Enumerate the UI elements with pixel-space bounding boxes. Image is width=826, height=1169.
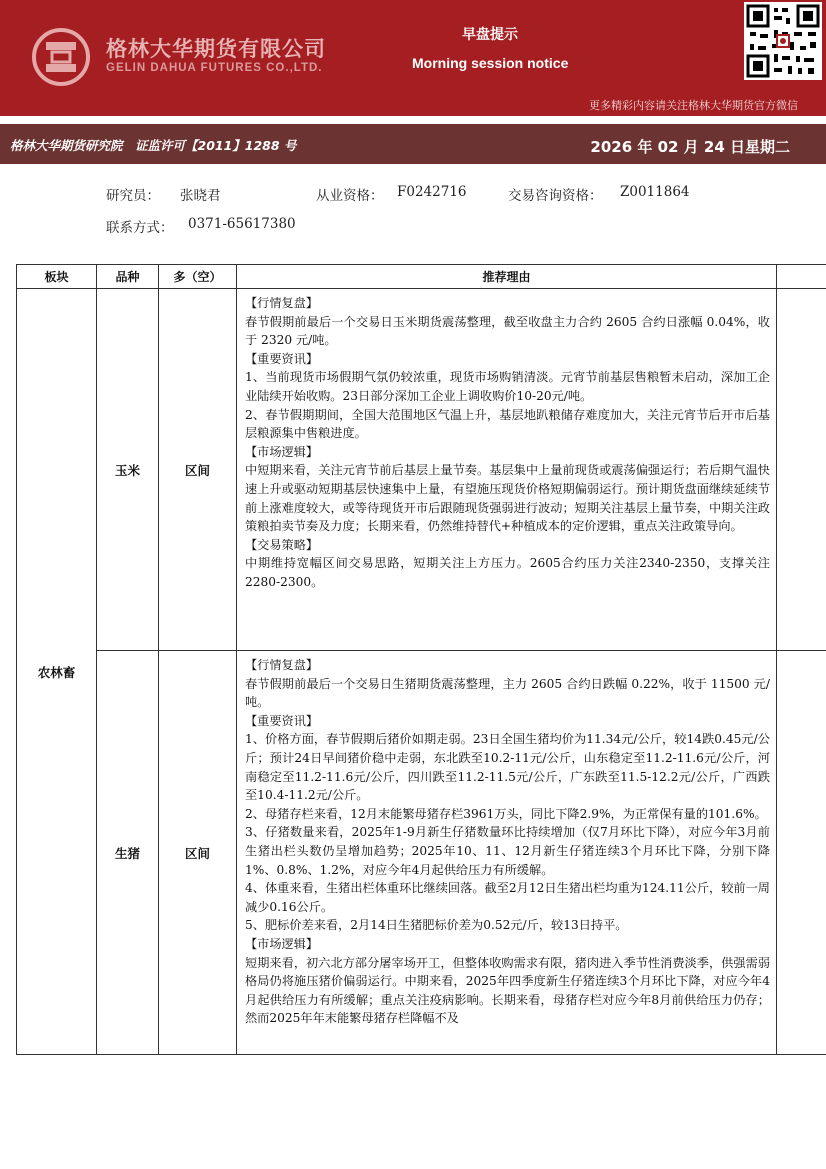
section-heading: 【行情复盘】 (245, 658, 319, 672)
section-heading: 【重要资讯】 (245, 351, 319, 366)
follow-wechat-text: 更多精彩内容请关注格林大华期货官方微信 (589, 99, 798, 112)
variety-cell-corn: 玉米 (97, 289, 159, 651)
header-variety: 品种 (97, 265, 159, 289)
table-blank-cell (777, 651, 826, 1055)
paragraph: 中期维持宽幅区间交易思路，短期关注上方压力。2605合约压力关注2340-2350，支撑关注2280-2300。 (245, 556, 770, 589)
table-row (17, 289, 826, 651)
institute-license: 格林大华期货研究院 证监许可【2011】1288 号 (10, 138, 297, 153)
wechat-qr-code-icon[interactable] (744, 2, 822, 80)
recommendation-table (16, 264, 826, 1055)
table-row (17, 651, 826, 1055)
table-blank-cell (777, 289, 826, 651)
paragraph: 春节假期前最后一个交易日生猪期货震荡整理，主力 2605 合约日跌幅 0.22%，收于 11500 元/吨。 (245, 676, 770, 710)
qualification-label: 从业资格： (316, 188, 384, 204)
section-heading: 【市场逻辑】 (245, 444, 319, 459)
variety-cell-hog: 生猪 (97, 651, 159, 1055)
report-subheader (0, 124, 826, 164)
direction-cell-hog: 区间 (159, 651, 237, 1055)
qualification-number: F0242716 (397, 184, 467, 200)
report-date: 2026 年 02 月 24 日星期二 (590, 138, 790, 156)
contact-phone: 0371-65617380 (188, 216, 296, 232)
header-sector: 板块 (17, 265, 97, 289)
table-header-row (17, 265, 826, 289)
contact-label: 联系方式： (106, 220, 174, 236)
researcher-label: 研究员： (106, 188, 160, 204)
section-heading: 【交易策略】 (245, 537, 319, 552)
section-heading: 【重要资讯】 (245, 713, 319, 728)
paragraph: 2、春节假期期间，全国大范围地区气温上升，基层地趴粮储存难度加大，关注元宵节后开市后基层粮源集中售粮进度。 (245, 407, 770, 441)
researcher-name: 张晓君 (180, 188, 221, 204)
notice-title-cn: 早盘提示 (462, 27, 518, 43)
paragraph: 4、体重来看，生猪出栏体重环比继续回落。截至2月12日生猪出栏均重为124.11公斤，较前一周减少0.16公斤。 (245, 881, 770, 914)
paragraph: 1、当前现货市场假期气氛仍较浓重，现货市场购销清淡。元宵节前基层售粮暂未启动，深加工企业陆续开始收购。23日部分深加工企业上调收购价10-20元/吨。 (245, 370, 770, 403)
paragraph: 5、肥标价差来看，2月14日生猪肥标价差为0.52元/斤，较13日持平。 (245, 918, 628, 933)
direction-cell-corn: 区间 (159, 289, 237, 651)
section-heading: 【市场逻辑】 (245, 936, 319, 951)
company-name-cn: 格林大华期货有限公司 (106, 37, 326, 61)
reason-cell-hog (237, 651, 777, 1055)
header-reason: 推荐理由 (237, 265, 777, 289)
page-header (0, 0, 826, 116)
paragraph: 2、母猪存栏来看，12月末能繁母猪存栏3961万头，同比下降2.9%，为正常保有量的101.6%。 (245, 806, 767, 821)
section-heading: 【行情复盘】 (245, 296, 319, 310)
consult-label: 交易咨询资格： (508, 188, 603, 204)
company-name-en: GELIN DAHUA FUTURES CO.,LTD. (106, 62, 323, 74)
table-blank-cell (777, 265, 826, 289)
consult-number: Z0011864 (620, 184, 690, 200)
paragraph: 春节假期前最后一个交易日玉米期货震荡整理，截至收盘主力合约 2605 合约日涨幅 0.04%，收于 2320 元/吨。 (245, 314, 770, 348)
paragraph: 短期来看，初六北方部分屠宰场开工，但整体收购需求有限，猪肉进入季节性消费淡季，供强需弱格局仍将施压猪价偏弱运行。中期来看，2025年四季度新生仔猪连续3个月环比下降，对应今年4月起供给压力有所缓解；重点关注疫病影响。长期来看，母猪存栏对应今年8月前供给压力仍存；然而2025年年末能繁母猪存栏降幅不及 (245, 955, 770, 1026)
sector-cell: 农林畜 (17, 289, 97, 1055)
header-direction: 多（空） (159, 265, 237, 289)
company-logo-icon (32, 28, 90, 86)
paragraph: 1、价格方面，春节假期后猪价如期走弱。23日全国生猪均价为11.34元/公斤，较14跌0.45元/公斤；预计24日早间猪价稳中走弱，东北跌至10.2-11元/公斤，山东稳定至11.2-11.6元/公斤，河南稳定至11.2-11.6元/公斤，四川跌至11.2-11.5元/公斤，广东跌至11.5-12.2元/公斤，广西跌至10.4-11.2元/公斤。 (245, 732, 770, 803)
paragraph: 中短期来看，关注元宵节前后基层上量节奏。基层集中上量前现货或震荡偏强运行；若后期气温快速上升或驱动短期基层快速集中上量，有望施压现货价格短期偏弱运行。预计期货盘面继续延续节前上涨难度较大，或等待现货开市后跟随现货强弱进行波动；短期关注基层上量节奏，中期关注政策粮拍卖节奏及力度；长期来看，仍然维持替代+种植成本的定价逻辑，重点关注政策导向。 (245, 463, 770, 534)
reason-cell-corn (237, 289, 777, 651)
paragraph: 3、仔猪数量来看，2025年1-9月新生仔猪数量环比持续增加（仅7月环比下降），对应今年3月前生猪出栏头数仍呈增加趋势；2025年10、11、12月新生仔猪连续3个月环比下降，分别下降1%、0.8%、1.2%，对应今年4月起供给压力有所缓解。 (245, 825, 770, 877)
notice-title-en: Morning session notice (412, 55, 569, 71)
